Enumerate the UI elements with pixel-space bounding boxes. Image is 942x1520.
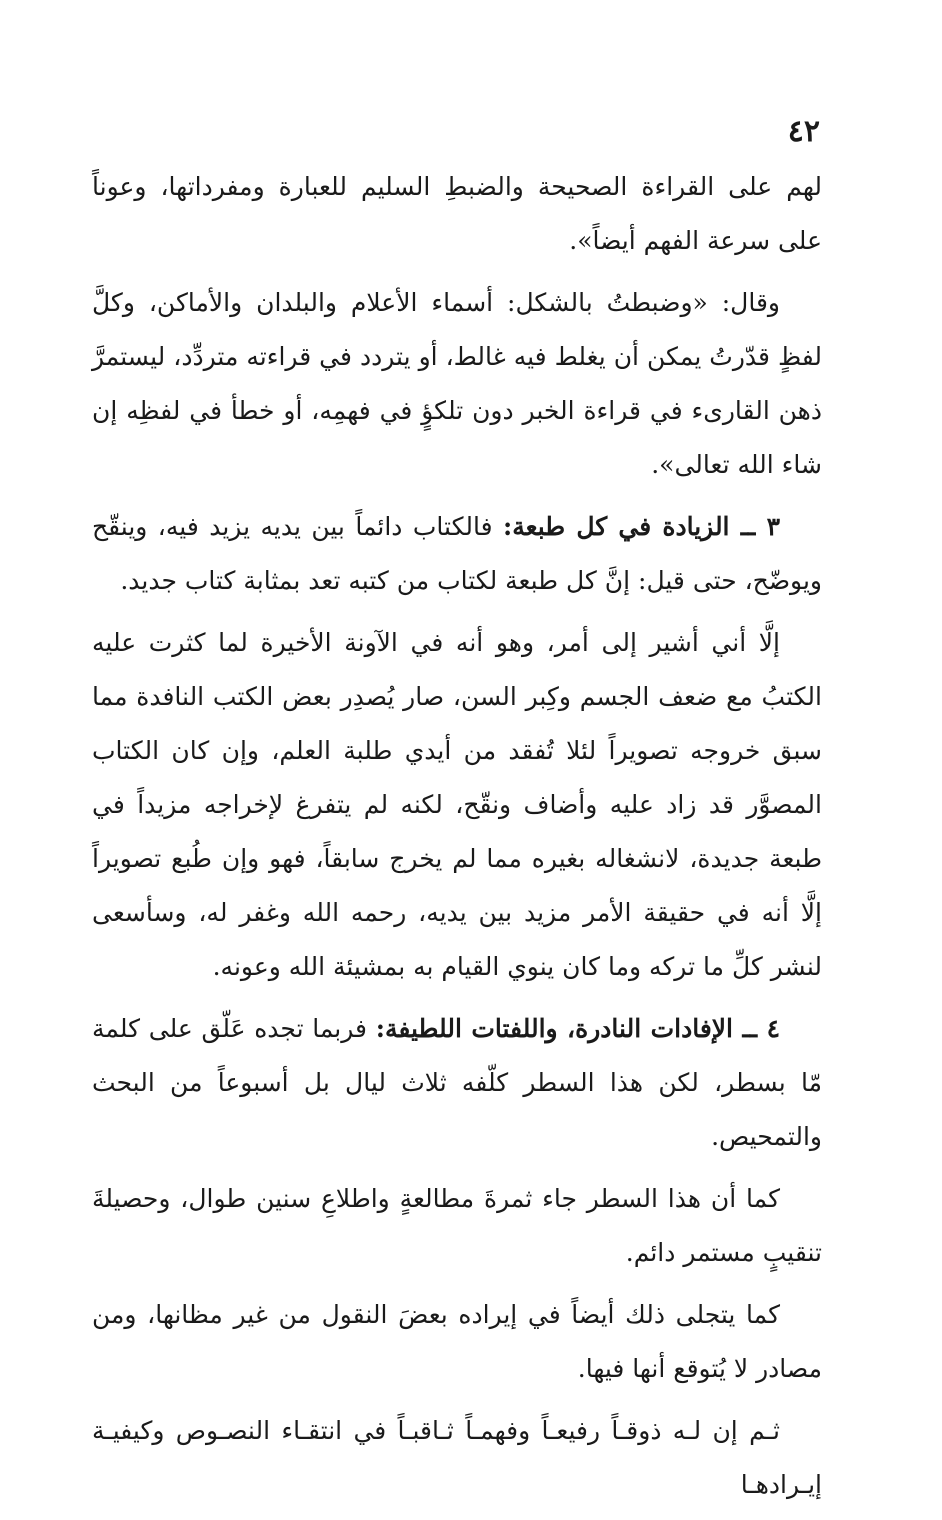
paragraph-3 [92, 500, 822, 608]
paragraph-text: كما أن هذا السطر جاء ثمرةَ مطالعةٍ واطلاعِ سنين طوال، وحصيلةَ تنقيبٍ مستمر دائم. [92, 1184, 822, 1267]
page-number: ٤٢ [787, 114, 820, 149]
paragraph-text: فالكتاب دائماً بين يديه يزيد فيه، وينقّح ويوضّح، حتى قيل: إنَّ كل طبعة لكتاب من كتبه تعد بمثابة كتاب جديد. [92, 512, 822, 595]
section-heading: ٤ ــ الإفادات النادرة، واللفتات اللطيفة: [375, 1014, 781, 1043]
paragraph-text: فربما تجده عَلّق على كلمة مّا بسطر، لكن هذا السطر كلّفه ثلاث ليال بل أسبوعاً من البحث والتمحيص. [92, 1014, 822, 1151]
paragraph-8 [92, 1404, 822, 1512]
paragraph-text: ثـم إن لـه ذوقـاً رفيعـاً وفهمـاً ثـاقبـاً في انتقـاء النصـوص وكيفيـة إيـرادهـا [92, 1416, 822, 1499]
paragraph-text: كما يتجلى ذلك أيضاً في إيراده بعضَ النقول من غير مظانها، ومن مصادر لا يُتوقع أنها فيها. [92, 1300, 822, 1383]
paragraph-5 [92, 1002, 822, 1164]
paragraph-text: إلَّا أني أشير إلى أمر، وهو أنه في الآونة الأخيرة لما كثرت عليه الكتبُ مع ضعف الجسم وكِبر السن، صار يُصدِر بعض الكتب النافدة مما سبق خروجه تصويراً لئلا تُفقد من أيدي طلبة العلم، وإن كان الكتاب المصوَّر قد زاد عليه وأضاف ونقّح، لكنه لم يتفرغ لإخراجه مزيداً في طبعة جديدة، لانشغاله بغيره مما لم يخرج سابقاً، فهو وإن طُبع تصويراً إلَّا أنه في حقيقة الأمر مزيد بين يديه، رحمه الله وغفر له، وسأسعى لنشر كلِّ ما تركه وما كان ينوي القيام به بمشيئة الله وعونه. [92, 628, 822, 981]
paragraph-7 [92, 1288, 822, 1396]
paragraph-6 [92, 1172, 822, 1280]
section-heading: ٣ ــ الزيادة في كل طبعة: [503, 512, 780, 541]
paragraph-4 [92, 616, 822, 994]
paragraph-text: وقال: «وضبطتُ بالشكل: أسماء الأعلام والبلدان والأماكن، وكلَّ لفظٍ قدّرتُ يمكن أن يغلط فيه غالط، أو يتردد في قراءته متردِّد، ليستمرَّ ذهن القارىء في قراءة الخبر دون تلكؤٍ في فهمِه، أو خطأ في لفظِه إن شاء الله تعالى». [92, 288, 822, 479]
paragraph-2 [92, 276, 822, 492]
text-body [92, 160, 822, 1520]
paragraph-text: لهم على القراءة الصحيحة والضبطِ السليم للعبارة ومفرداتها، وعوناً على سرعة الفهم أيضاً». [92, 172, 822, 255]
paragraph-1 [92, 160, 822, 268]
